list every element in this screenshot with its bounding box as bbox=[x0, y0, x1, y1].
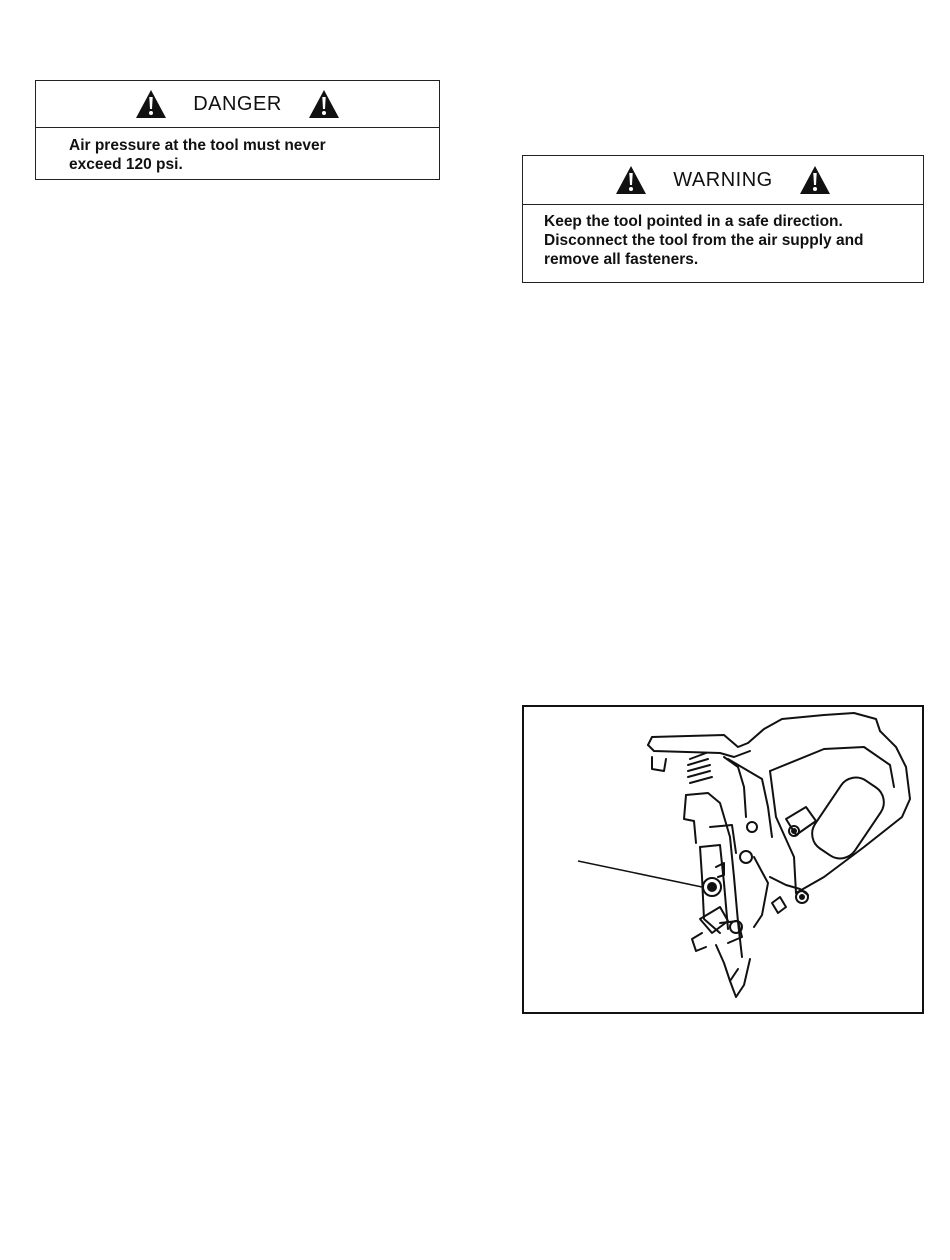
danger-header bbox=[36, 81, 439, 128]
warning-triangle-icon bbox=[308, 89, 340, 119]
warning-triangle-icon bbox=[615, 165, 647, 195]
warning-notice bbox=[522, 155, 924, 283]
warning-header bbox=[523, 156, 923, 205]
warning-triangle-icon bbox=[799, 165, 831, 195]
warning-line: Disconnect the tool from the air supply and bbox=[544, 232, 864, 249]
nailer-nose-illustration bbox=[524, 707, 922, 1012]
danger-notice bbox=[35, 80, 440, 180]
tool-figure bbox=[522, 705, 924, 1014]
danger-line: exceed 120 psi. bbox=[69, 156, 183, 173]
danger-text bbox=[36, 128, 439, 174]
warning-triangle-icon bbox=[135, 89, 167, 119]
danger-line: Air pressure at the tool must never bbox=[69, 137, 326, 154]
danger-title: DANGER bbox=[193, 92, 282, 115]
callout-leader-line bbox=[578, 861, 702, 887]
warning-line: remove all fasteners. bbox=[544, 251, 699, 268]
warning-title: WARNING bbox=[673, 168, 773, 191]
warning-text bbox=[523, 205, 923, 269]
warning-line: Keep the tool pointed in a safe direction. bbox=[544, 213, 843, 230]
